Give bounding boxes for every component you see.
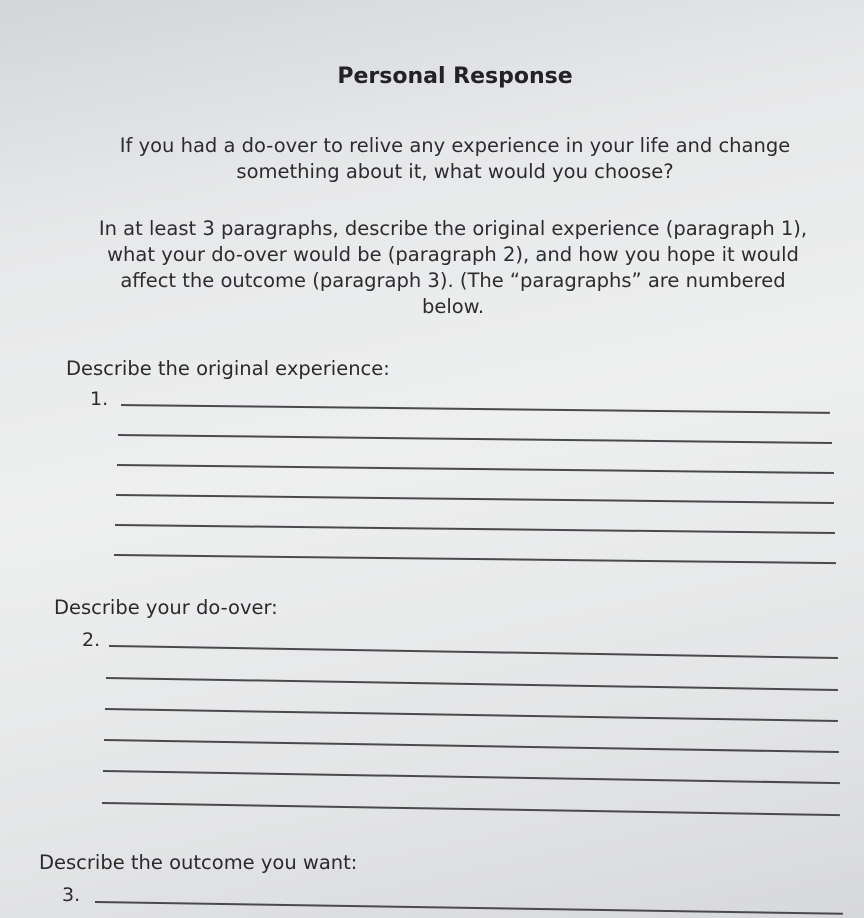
section-1-label: Describe the original experience:: [66, 357, 390, 380]
section-3-label: Describe the outcome you want:: [39, 851, 358, 874]
section-2-answer-line-2[interactable]: [106, 677, 838, 691]
instructions-line-4: below.: [421, 295, 485, 318]
page-title: Personal Response: [337, 64, 573, 89]
section-1-answer-line-1[interactable]: [121, 404, 830, 414]
section-2-answer-line-4[interactable]: [104, 739, 839, 753]
section-1-answer-line-3[interactable]: [117, 464, 834, 474]
prompt-line-2: something about it, what would you choose?: [236, 160, 674, 183]
section-2-answer-line-5[interactable]: [103, 770, 840, 784]
instructions-line-3: affect the outcome (paragraph 3). (The “paragraphs” are numbered: [120, 269, 786, 292]
section-2-label: Describe your do-over:: [54, 596, 278, 619]
section-3-answer-line-1[interactable]: [95, 901, 843, 914]
section-3-number: 3.: [62, 884, 81, 906]
section-2-answer-line-6[interactable]: [102, 802, 840, 816]
prompt-question: [0, 133, 864, 185]
section-2-answer-line-1[interactable]: [109, 645, 838, 659]
section-1-answer-line-2[interactable]: [118, 434, 832, 444]
section-1-answer-line-4[interactable]: [116, 494, 834, 504]
section-1-answer-line-5[interactable]: [115, 524, 835, 534]
prompt-line-1: If you had a do-over to relive any experience in your life and change: [119, 134, 791, 157]
section-2-answer-line-3[interactable]: [105, 708, 838, 722]
section-1-answer-line-6[interactable]: [114, 554, 836, 564]
instructions-line-2: what your do-over would be (paragraph 2), and how you hope it would: [107, 243, 799, 266]
section-1-number: 1.: [90, 388, 109, 410]
instructions-line-1: In at least 3 paragraphs, describe the original experience (paragraph 1),: [98, 217, 808, 240]
instructions: [0, 216, 864, 320]
section-2-number: 2.: [82, 629, 101, 651]
